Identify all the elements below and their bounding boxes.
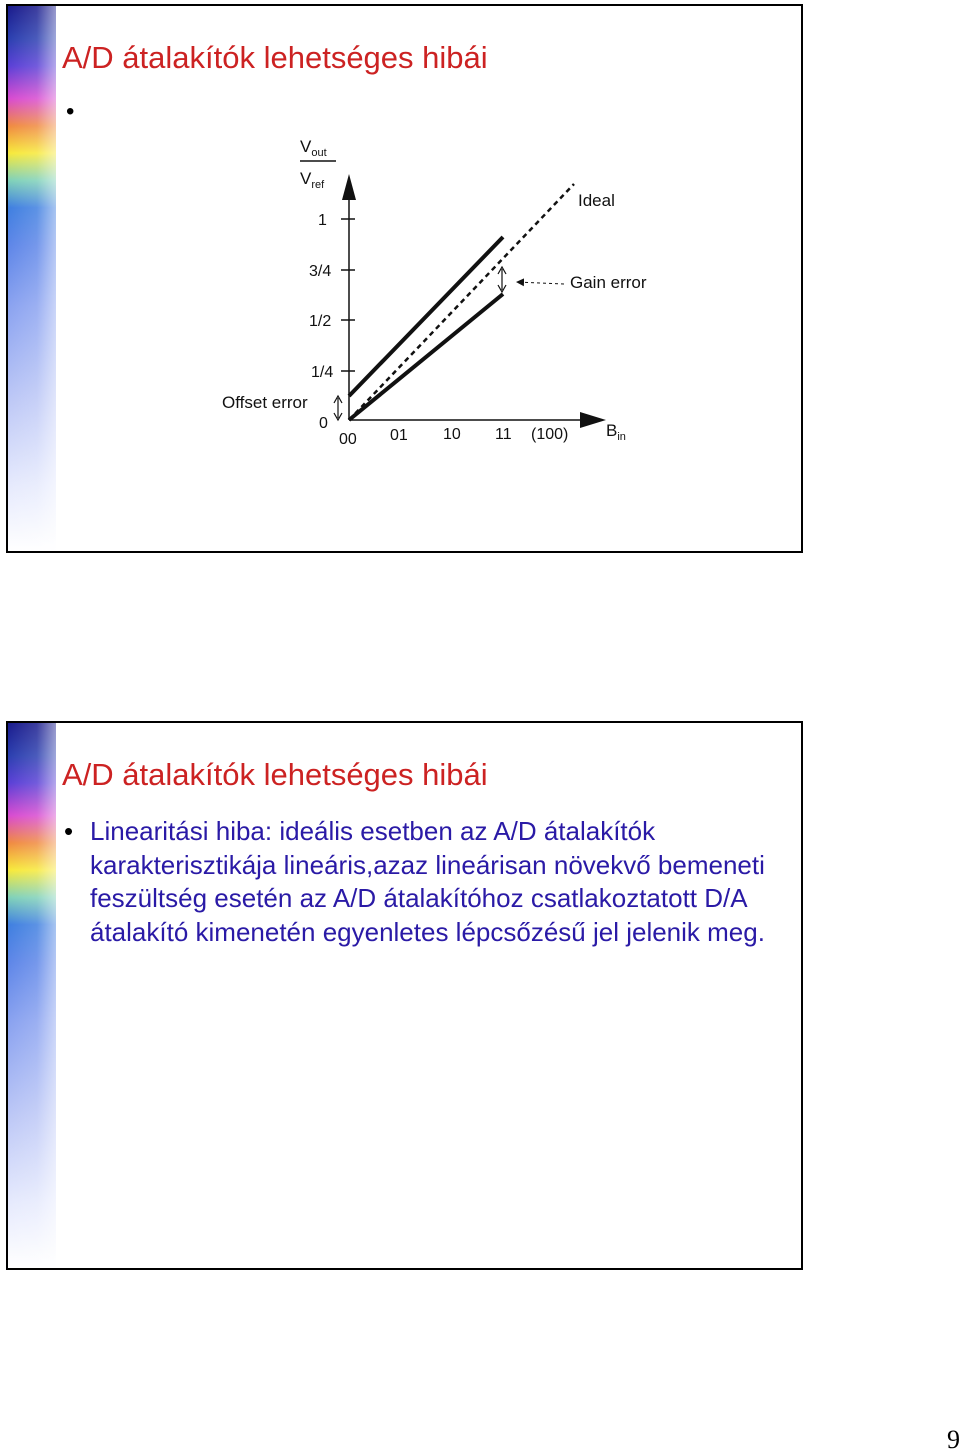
- slide-title: A/D átalakítók lehetséges hibái: [62, 757, 488, 792]
- label-gain-error: Gain error: [570, 273, 647, 292]
- slide-title: A/D átalakítók lehetséges hibái: [62, 40, 488, 75]
- slide-2: [6, 721, 803, 1270]
- x-tick-label: 00: [339, 431, 357, 446]
- bullet-item: • Linearitási hiba: ideális esetben az A/D átalakítók karakterisztikája lineáris,azaz lineárisan növekvő bemeneti feszültség esetén az A/D átalakítóhoz csatlakoztatott D/A átalakító kimenetén egyenletes lépcsőzésű jel jelenik meg.: [62, 815, 792, 949]
- decorative-gradient-strip: [8, 723, 56, 1268]
- y-tick-label: 1: [318, 212, 327, 229]
- empty-bullet: •: [66, 98, 75, 125]
- gain-error-line: [349, 294, 503, 420]
- ideal-line: [349, 184, 574, 420]
- y-tick-label: 1/4: [311, 364, 334, 381]
- y-axis-label-denominator: $V_{ref}$: [300, 169, 325, 191]
- x-axis-arrow: [580, 412, 606, 428]
- y-tick-label: 3/4: [309, 263, 332, 280]
- y-tick-label: 1/2: [309, 313, 332, 330]
- y-tick-label: 0: [319, 415, 328, 432]
- y-axis-arrow: [342, 174, 356, 200]
- y-tick-marks: [341, 219, 355, 371]
- x-tick-label: 01: [390, 427, 408, 444]
- decorative-gradient-strip: [8, 6, 56, 551]
- label-offset-error: Offset error: [222, 393, 308, 412]
- offset-error-line: [349, 237, 503, 396]
- bullet-list: [62, 815, 792, 949]
- x-tick-label: 11: [495, 426, 512, 443]
- x-tick-label: (100): [531, 426, 569, 443]
- label-ideal: Ideal: [578, 191, 615, 210]
- slide-1: [6, 4, 803, 553]
- ad-error-diagram: [212, 134, 662, 446]
- x-tick-label: 10: [443, 426, 461, 443]
- gain-error-pointer: [517, 282, 564, 284]
- x-axis-label: $B_{in}$: [606, 421, 626, 443]
- y-axis-label-numerator: $V_{out}$: [300, 137, 327, 159]
- page-number: 9: [947, 1425, 960, 1454]
